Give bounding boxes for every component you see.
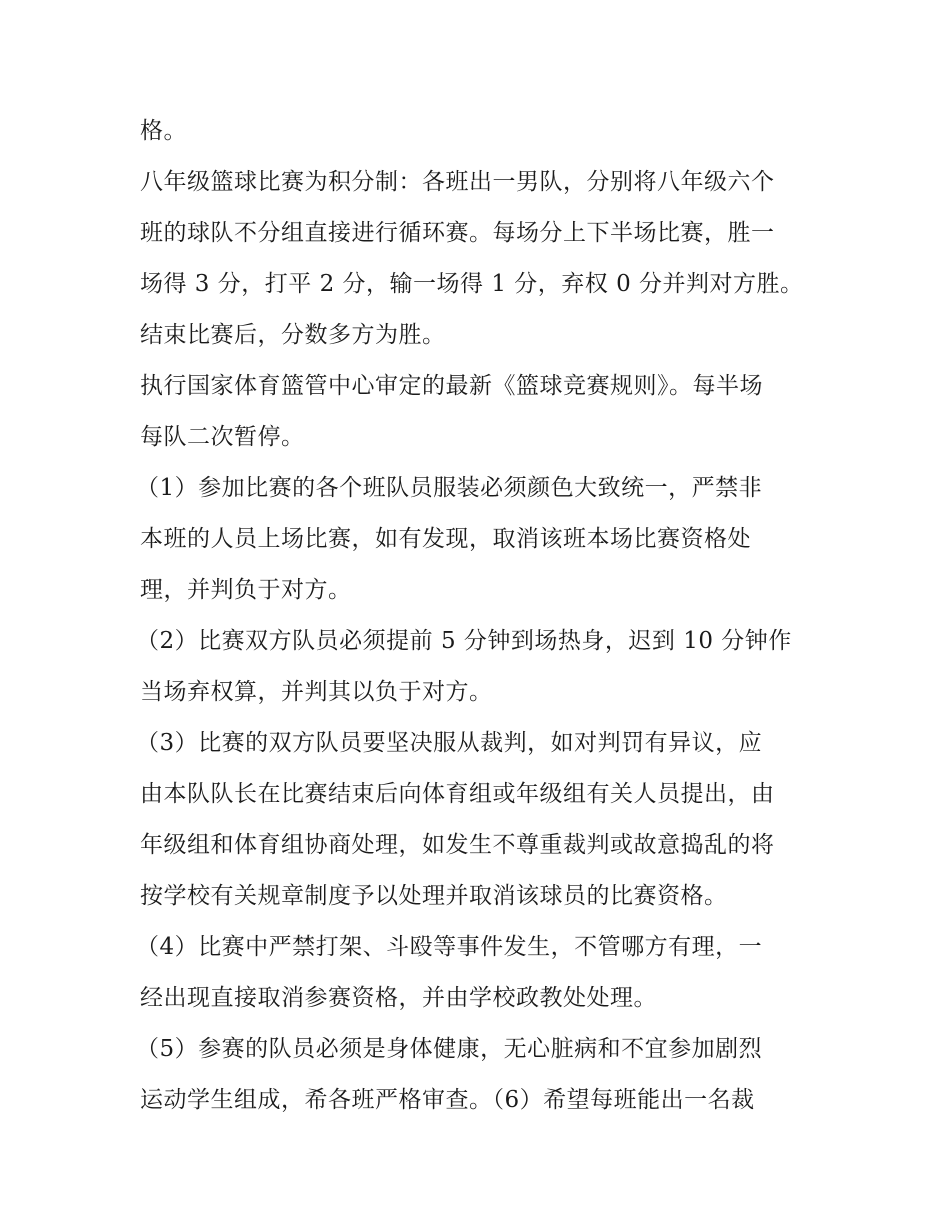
text-line: （3）比赛的双方队员要坚决服从裁判，如对判罚有异议，应 — [136, 730, 763, 756]
text-line: （4）比赛中严禁打架、斗殴等事件发生，不管哪方有理，一 — [136, 934, 763, 960]
text-line: 按学校有关规章制度予以处理并取消该球员的比赛资格。 — [140, 883, 728, 909]
text-line: 由本队队长在比赛结束后向体育组或年级组有关人员提出，由 — [140, 781, 775, 807]
text-line: 本班的人员上场比赛，如有发现，取消该班本场比赛资格处 — [140, 526, 751, 552]
text-line: 班的球队不分组直接进行循环赛。每场分上下半场比赛，胜一 — [140, 220, 775, 246]
text-line: （5）参赛的队员必须是身体健康，无心脏病和不宜参加剧烈 — [136, 1036, 763, 1062]
text-line: 八年级篮球比赛为积分制：各班出一男队，分别将八年级六个 — [140, 169, 775, 195]
text-line: 场得 3 分，打平 2 分，输一场得 1 分，弃权 0 分并判对方胜。 — [140, 271, 804, 297]
text-line: 经出现直接取消参赛资格，并由学校政教处处理。 — [140, 985, 657, 1011]
text-line: （1）参加比赛的各个班队员服装必须颜色大致统一，严禁非 — [136, 475, 763, 501]
text-line: 结束比赛后，分数多方为胜。 — [140, 322, 446, 348]
body-text — [136, 106, 820, 1126]
text-line: 运动学生组成，希各班严格审查。（6）希望每班能出一名裁 — [140, 1087, 755, 1113]
text-line: 执行国家体育篮管中心审定的最新《篮球竞赛规则》。每半场 — [140, 373, 763, 399]
text-line: （2）比赛双方队员必须提前 5 分钟到场热身，迟到 10 分钟作 — [136, 628, 792, 654]
text-line: 每队二次暂停。 — [140, 424, 305, 450]
text-line: 年级组和体育组协商处理，如发生不尊重裁判或故意捣乱的将 — [140, 832, 775, 858]
text-line: 理，并判负于对方。 — [140, 577, 352, 603]
text-line: 当场弃权算，并判其以负于对方。 — [140, 679, 493, 705]
text-line: 格。 — [140, 118, 187, 144]
